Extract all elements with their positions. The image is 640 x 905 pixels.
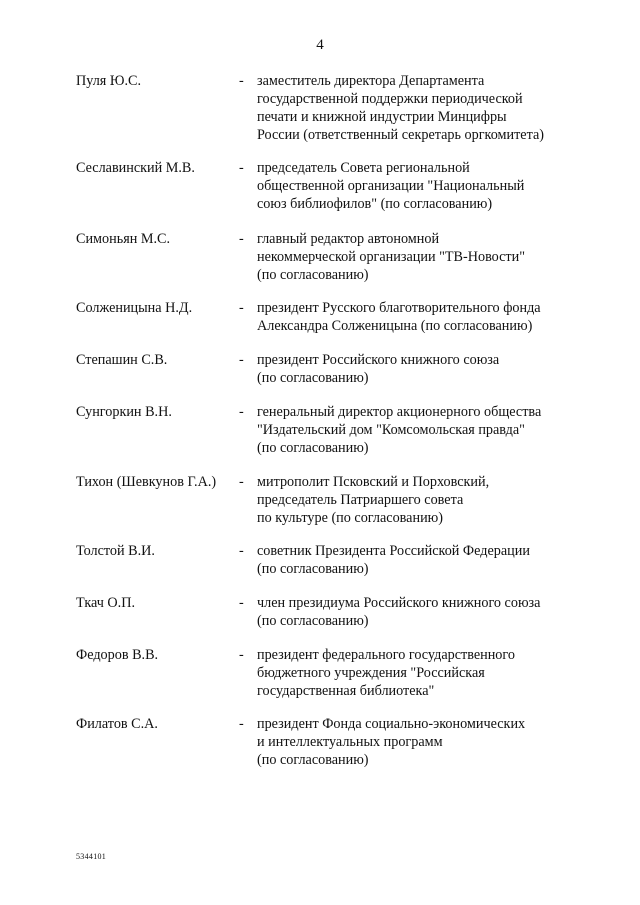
member-name: Степашин С.В. [76,352,168,368]
dash-separator: - [239,543,244,559]
document-code: 5344101 [76,852,107,861]
dash-separator: - [239,404,244,420]
member-position: генеральный директор акционерного общества "Издательский дом "Комсомольская правда" (по согласованию) [257,404,542,456]
dash-separator: - [239,231,244,247]
member-position: президент Русского благотворительного фонда Александра Солженицына (по согласованию) [257,300,541,334]
page-number: 4 [316,37,324,53]
member-position: председатель Совета региональной общественной организации "Национальный союз библиофилов" (по согласованию) [257,160,525,212]
dash-separator: - [239,300,244,316]
member-name: Толстой В.И. [76,543,155,559]
dash-separator: - [239,595,244,611]
member-name: Тихон (Шевкунов Г.А.) [76,474,217,490]
member-position: митрополит Псковский и Порховский, председатель Патриаршего совета по культуре (по согласованию) [257,474,490,526]
member-position: главный редактор автономной некоммерческой организации "ТВ-Новости" (по согласованию) [257,231,525,283]
member-position: президент Фонда социально-экономических и интеллектуальных программ (по согласованию) [257,716,526,768]
dash-separator: - [239,352,244,368]
member-position: член президиума Российского книжного союза (по согласованию) [257,595,541,629]
member-name: Солженицына Н.Д. [76,300,193,316]
member-name: Пуля Ю.С. [76,73,142,89]
dash-separator: - [239,716,244,732]
dash-separator: - [239,160,244,176]
member-position: заместитель директора Департамента государственной поддержки периодической печати и книжной индустрии Минцифры России (ответственный секретарь оргкомитета) [257,73,544,143]
member-name: Сунгоркин В.Н. [76,404,172,420]
member-name: Ткач О.П. [76,595,135,611]
member-position: советник Президента Российской Федерации (по согласованию) [257,543,530,577]
member-name: Федоров В.В. [76,647,159,663]
member-name: Сеславинский М.В. [76,160,195,176]
dash-separator: - [239,73,244,89]
dash-separator: - [239,474,244,490]
member-name: Филатов С.А. [76,716,158,732]
member-position: президент федерального государственного бюджетного учреждения "Российская государственная библиотека" [257,647,515,699]
dash-separator: - [239,647,244,663]
member-name: Симоньян М.С. [76,231,171,247]
member-position: президент Российского книжного союза (по согласованию) [257,352,500,386]
